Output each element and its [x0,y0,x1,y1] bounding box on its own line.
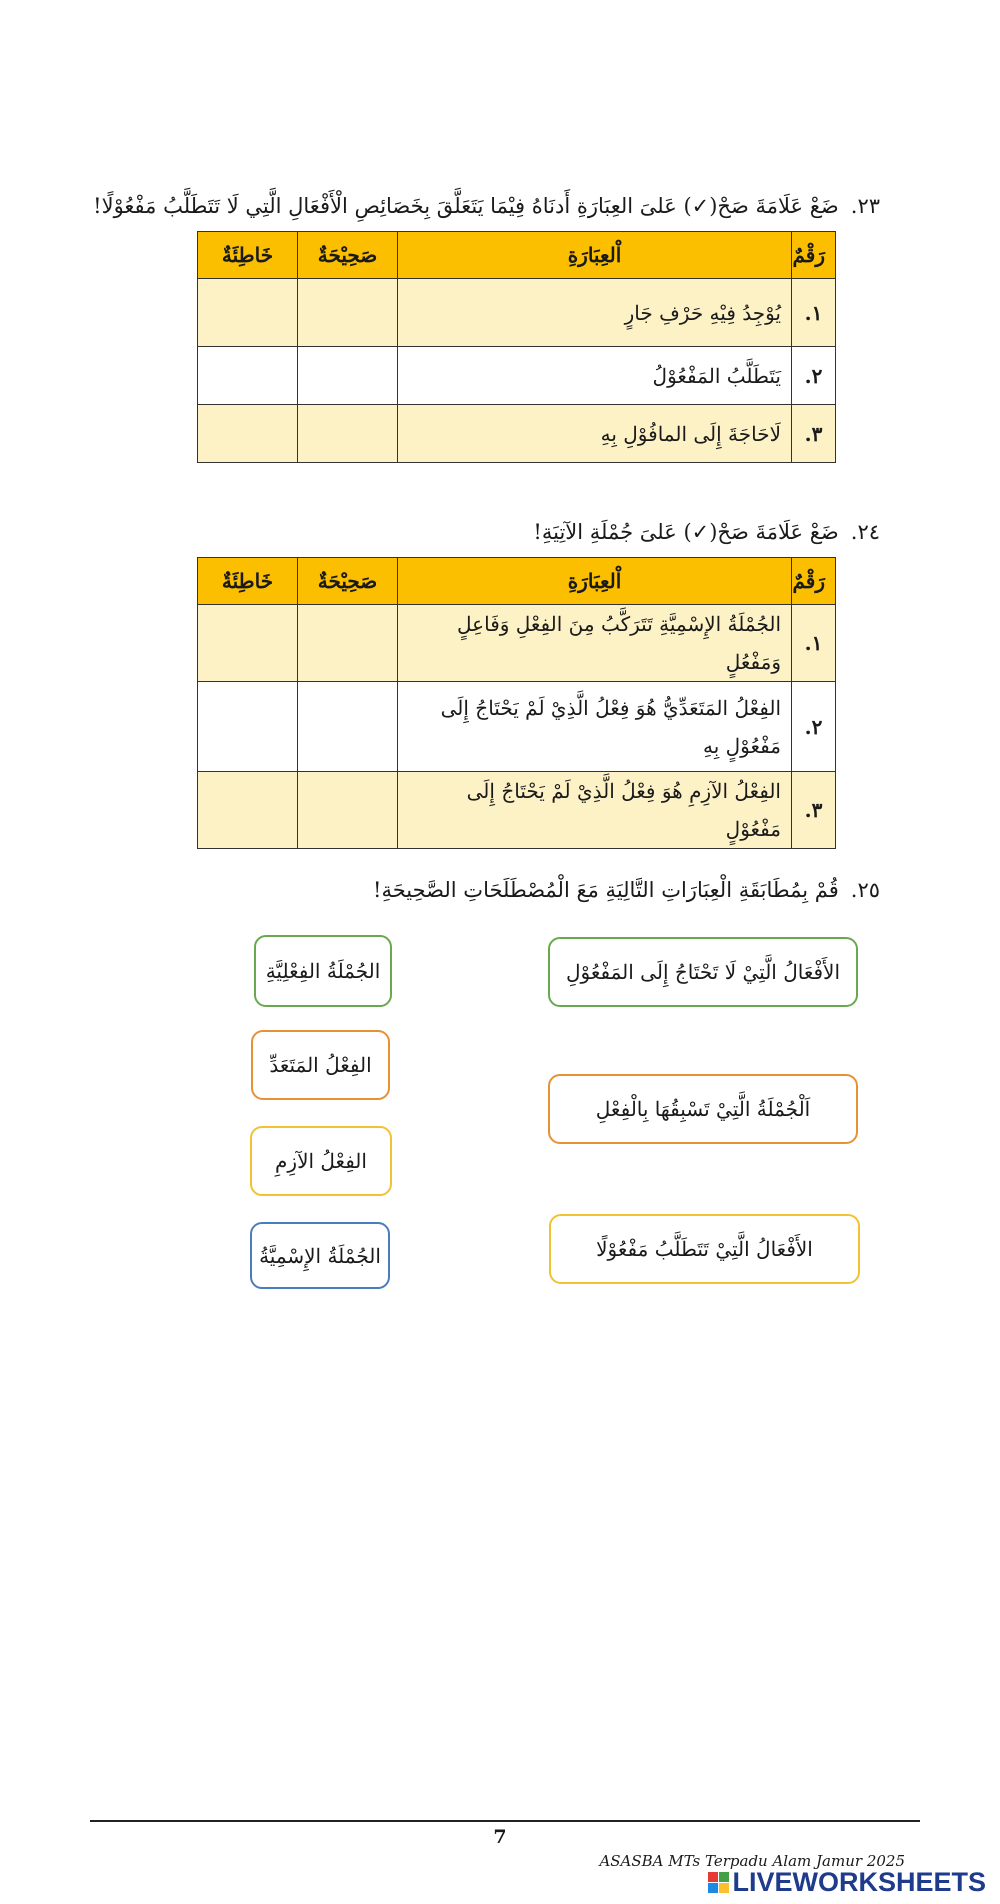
table-q24 [197,557,836,849]
table-row [198,605,836,682]
row-statement: الفِعْلُ الآزِمِ هُوَ فِعْلُ الَّذِيْ لَمْ يَحْتَاجُ إِلَى مَفْعُوْلٍ [398,772,792,849]
row-number: ٢. [792,347,836,405]
header-wrong: خَاطِئَةٌ [198,232,298,279]
row-number: ٣. [792,405,836,463]
logo-square [708,1872,718,1882]
answer-wrong-cell[interactable] [198,279,298,347]
row-number: ٣. [792,772,836,849]
match-term-text: الجُمْلَةُ الفِعْلِيَّةِ [265,959,381,983]
question-24-number: ٢٤. [850,520,880,544]
match-term-3[interactable] [250,1126,392,1196]
answer-correct-cell[interactable] [298,772,398,849]
table-q23 [197,231,836,463]
row-number: ١. [792,279,836,347]
question-25 [373,880,880,901]
footer-divider [90,1820,920,1822]
header-statement: اْلعِبَارَةِ [398,558,792,605]
match-term-1[interactable] [254,935,392,1007]
question-25-number: ٢٥. [850,878,880,902]
answer-wrong-cell[interactable] [198,405,298,463]
question-23-text: ضَعْ عَلَامَةَ صَحْ(✓) عَلىَ العِبَارَةِ أَدنَاهُ فِيْمَا يَتَعَلَّقَ بِخَصَائِصِ الْأَفْعَالِ الَّتِي لَا تَتَطَلَّبُ مَفْعُوْلًا! [93,194,839,218]
row-statement: يَتَطَلَّبُ المَفْعُوْلُ [398,347,792,405]
footer-credit: ASASBA MTs Terpadu Alam Jamur 2025 [599,1852,905,1870]
question-23-number: ٢٣. [850,194,880,218]
table-row [198,682,836,772]
match-statement-text: الأَفْعَالُ الَّتِيْ لَا تَحْتَاجُ إِلَى المَفْعُوْلِ [565,960,841,984]
match-statement-2[interactable] [548,1074,858,1144]
question-23 [93,196,880,217]
match-term-text: الجُمْلَةُ الإِسْمِيَّةُ [259,1243,381,1268]
table-row [198,772,836,849]
liveworksheets-brand-text: LIVEWORKSHEETS [732,1867,986,1897]
row-statement: الفِعْلُ المَتَعَدِّيُّ هُوَ فِعْلُ الَّذِيْ لَمْ يَحْتَاجُ إِلَى مَفْعُوْلٍ بِهِ [398,682,792,772]
row-number: ١. [792,605,836,682]
answer-wrong-cell[interactable] [198,682,298,772]
answer-correct-cell[interactable] [298,347,398,405]
table-header [198,232,836,279]
answer-correct-cell[interactable] [298,279,398,347]
answer-correct-cell[interactable] [298,605,398,682]
match-statement-1[interactable] [548,937,858,1007]
logo-square [708,1883,718,1893]
row-statement: يُوْجِدُ فِيْهِ حَرْفِ جَارٍ [398,279,792,347]
answer-wrong-cell[interactable] [198,605,298,682]
logo-square [719,1872,729,1882]
match-statement-text: الأَفْعَالُ الَّتِيْ تَتَطَلَّبُ مَفْعُوْلًا [596,1237,813,1261]
question-25-text: قُمْ بِمُطَابَقَةِ الْعِبَارَاتِ التَّالِيَةِ مَعَ الْمُصْطَلَحَاتِ الصَّحِيحَةِ! [373,878,839,902]
match-term-2[interactable] [251,1030,390,1100]
liveworksheets-brand[interactable] [708,1867,986,1898]
header-number: رَقْمٌ [792,232,836,279]
table-row [198,405,836,463]
match-term-text: الفِعْلُ المَتَعَدِّ [269,1053,372,1077]
match-statement-3[interactable] [549,1214,860,1284]
logo-square [719,1883,729,1893]
match-term-4[interactable] [250,1222,390,1289]
answer-wrong-cell[interactable] [198,772,298,849]
header-statement: اْلعِبَارَةِ [398,232,792,279]
page-number: 7 [493,1826,507,1848]
header-wrong: خَاطِئَةٌ [198,558,298,605]
answer-correct-cell[interactable] [298,682,398,772]
table-row [198,279,836,347]
table-header [198,558,836,605]
row-statement: الجُمْلَةُ الإِسْمِيَّةِ تَتَرَكَّبُ مِنَ الفِعْلِ وَفَاعِلٍ وَمَفْعُلٍ [398,605,792,682]
row-number: ٢. [792,682,836,772]
answer-wrong-cell[interactable] [198,347,298,405]
liveworksheets-logo-icon [708,1872,729,1893]
header-correct: صَحِيْحَةٌ [298,232,398,279]
question-24-text: ضَعْ عَلَامَةَ صَحْ(✓) عَلىَ جُمْلَةِ الآتِيَةِ! [533,520,839,544]
row-statement: لَاحَاجَةَ إِلَى المافُوْلِ بِهِ [398,405,792,463]
header-correct: صَحِيْحَةٌ [298,558,398,605]
header-number: رَقْمٌ [792,558,836,605]
answer-correct-cell[interactable] [298,405,398,463]
table-row [198,347,836,405]
match-term-text: الفِعْلُ الآزِمِ [275,1149,367,1173]
question-24 [533,522,880,543]
match-statement-text: اَلْجُمْلَةُ الَّتِيْ تَسْبِقُهَا بِالْفِعْلِ [595,1097,811,1121]
